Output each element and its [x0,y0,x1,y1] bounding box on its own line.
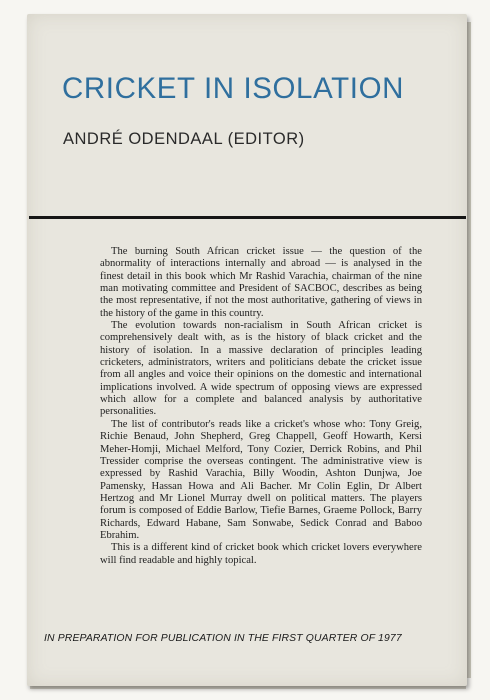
blurb-text [100,246,422,567]
blurb-paragraph: This is a different kind of cricket book which cricket lovers everywhere will find readable and highly topical. [100,542,422,566]
book-title: CRICKET IN ISOLATION [62,72,405,105]
horizontal-divider [29,216,466,219]
publication-note: IN PREPARATION FOR PUBLICATION IN THE FIRST QUARTER OF 1977 [44,633,402,644]
blurb-paragraph: The list of contributor's reads like a cricket's whose who: Tony Greig, Richie Benaud, John Shepherd, Greg Chappell, Geoff Howarth, Kersi Meher-Homji, Michael Melford, Tony Cozier, Derrick Robins, and Phil Tressider comprise the overseas contingent. The administrative view is expressed by Rashid Varachia, Billy Woodin, Ashton Dunjwa, Joe Pamensky, Hassan Howa and Ali Bacher. Mr Colin Eglin, Dr Albert Hertzog and Mr Lionel Murray dwell on political matters. The players forum is composed of Eddie Barlow, Tiefie Barnes, Graeme Pollock, Barry Richards, Edward Habane, Sam Sonwabe, Sedick Conrad and Baboo Ebrahim. [100,418,422,541]
blurb-paragraph: The burning South African cricket issue — the question of the abnormality of interactions internally and abroad — is analysed in the finest detail in this book which Mr Rashid Varachia, chairman of the nine man motivating committee and President of SACBOC, describes as being the most representative, if not the most authoritative, gathering of views in the history of the game in this country. [100,246,422,319]
book-editor: ANDRÉ ODENDAAL (EDITOR) [63,130,305,148]
blurb-paragraph: The evolution towards non-racialism in South African cricket is comprehensively dealt with, as is the history of black cricket and the history of isolation. In a massive declaration of principles leading cricketers, administrators, writers and politicians debate the cricket issue from all angles and voice their opinions on the domestic and international implications involved. A wide spectrum of opposing views are expressed which allow for a complete and balanced analysis by authoritative personalities. [100,320,422,418]
